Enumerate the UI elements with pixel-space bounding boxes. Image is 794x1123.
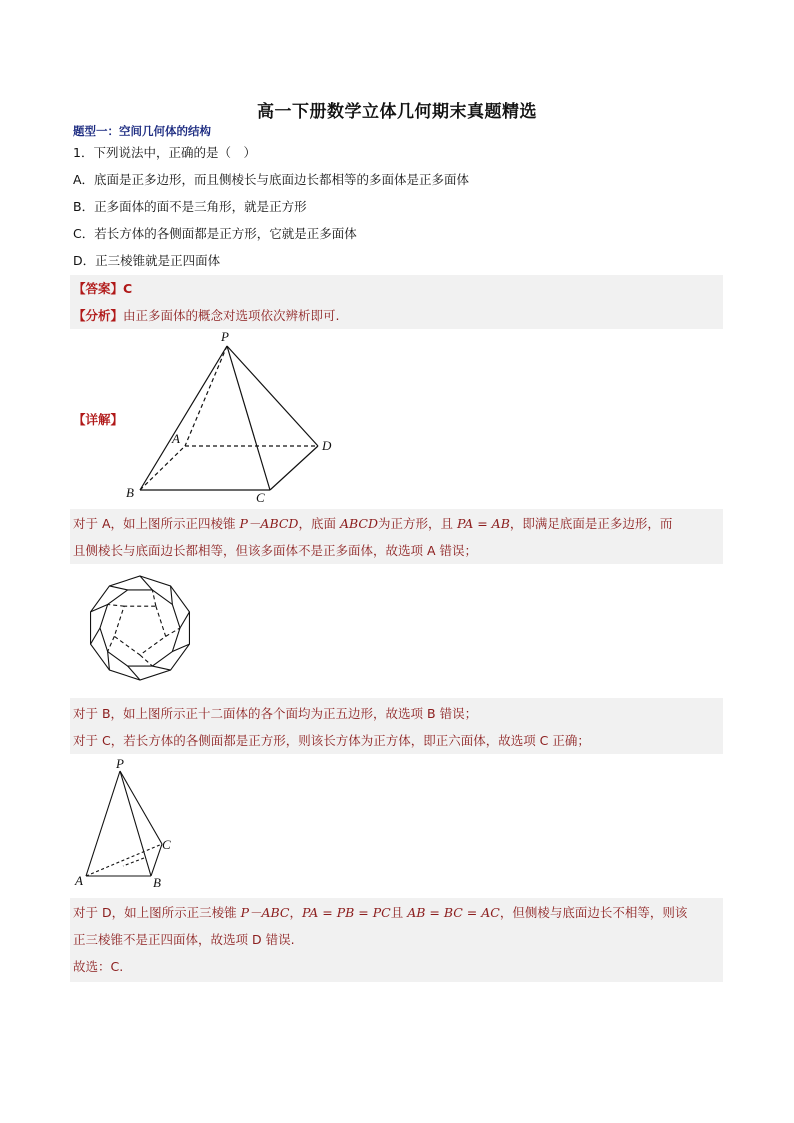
label-d: D bbox=[322, 438, 332, 453]
analysis-line bbox=[73, 306, 340, 324]
question-stem: 1．下列说法中，正确的是（ ） bbox=[73, 145, 256, 160]
label-a: A bbox=[172, 431, 180, 446]
para-a-text-2: ，底面 bbox=[298, 516, 340, 531]
edge-pa-hidden bbox=[185, 346, 227, 446]
figure-dodecahedron bbox=[82, 572, 202, 687]
dodeca-spoke bbox=[152, 666, 170, 670]
para-c: 对于 C，若长方体的各侧面都是正方形，则该长方体为正方体，即正六面体，故选项 C 正确； bbox=[73, 733, 590, 748]
para-a-line2: 且侧棱长与底面边长都相等，但该多面体不是正多面体，故选项 A 错误； bbox=[73, 543, 477, 558]
para-a-text-3: 为正方形，且 bbox=[377, 516, 457, 531]
label-a: A bbox=[75, 873, 83, 888]
detail-line bbox=[73, 410, 123, 428]
analysis-tag: 【分析】 bbox=[73, 308, 124, 323]
para-d-line1 bbox=[73, 903, 687, 921]
label-c: C bbox=[256, 490, 265, 505]
label-p: P bbox=[116, 756, 124, 771]
figure-square-pyramid bbox=[120, 328, 340, 508]
label-b: B bbox=[126, 485, 134, 500]
answer-line bbox=[73, 279, 132, 297]
figure-triangular-pyramid bbox=[72, 756, 177, 891]
math-abcd: ABCD bbox=[339, 516, 378, 531]
math-ab-bc-ac: AB = BC = AC bbox=[407, 905, 500, 920]
label-p: P bbox=[221, 329, 229, 344]
dodeca-spoke bbox=[91, 628, 100, 644]
label-c: C bbox=[162, 837, 171, 852]
para-a-line1 bbox=[73, 514, 672, 532]
answer-tag: 【答案】 bbox=[73, 281, 124, 296]
math-pa-pb-pc: PA = PB = PC bbox=[302, 905, 391, 920]
math-p-abc: P－ABC bbox=[240, 905, 290, 920]
para-d-text-4: ，但侧棱与底面边长不相等，则该 bbox=[499, 905, 688, 920]
dodeca-hidden-edge bbox=[140, 655, 152, 666]
dodeca-outer-outline bbox=[91, 576, 190, 680]
conclusion: 故选：C. bbox=[73, 959, 124, 974]
section-heading: 题型一：空间几何体的结构 bbox=[73, 124, 211, 138]
para-d-text-3: 且 bbox=[390, 905, 408, 920]
para-d-line2: 正三棱锥不是正四面体，故选项 D 错误. bbox=[73, 932, 295, 947]
option-c: C．若长方体的各侧面都是正方形，它就是正多面体 bbox=[73, 226, 357, 241]
option-d: D．正三棱锥就是正四面体 bbox=[73, 253, 221, 268]
math-pa-eq-ab: PA = AB bbox=[456, 516, 510, 531]
para-b: 对于 B，如上图所示正十二面体的各个面均为正五边形，故选项 B 错误； bbox=[73, 706, 478, 721]
para-a-text-4: ，即满足底面是正多边形，而 bbox=[509, 516, 673, 531]
label-b: B bbox=[153, 875, 161, 890]
edge-pb bbox=[140, 346, 227, 490]
dodeca-hidden-pentagon bbox=[114, 606, 165, 655]
dodeca-hidden-edge bbox=[108, 604, 124, 606]
para-a-text-1: 对于 A，如上图所示正四棱锥 bbox=[73, 516, 240, 531]
detail-tag: 【详解】 bbox=[73, 412, 124, 427]
page-title: 高一下册数学立体几何期末真题精选 bbox=[257, 102, 537, 122]
dodeca-spoke bbox=[109, 586, 127, 590]
para-d-text-2: ， bbox=[289, 905, 303, 920]
option-a: A．底面是正多边形，而且侧棱长与底面边长都相等的多面体是正多面体 bbox=[73, 172, 470, 187]
math-p-abcd: P－ABCD bbox=[239, 516, 299, 531]
edge-pc bbox=[227, 346, 270, 490]
option-b: B．正多面体的面不是三角形，就是正方形 bbox=[73, 199, 307, 214]
analysis-text: 由正多面体的概念对选项依次辨析即可. bbox=[123, 308, 340, 323]
edge-pd bbox=[227, 346, 318, 446]
para-d-text-1: 对于 D，如上图所示正三棱锥 bbox=[73, 905, 241, 920]
answer-value: C bbox=[123, 281, 133, 296]
edge-cd bbox=[270, 446, 318, 490]
dodeca-spoke bbox=[180, 612, 189, 628]
dodeca-hidden-edge bbox=[108, 636, 115, 651]
